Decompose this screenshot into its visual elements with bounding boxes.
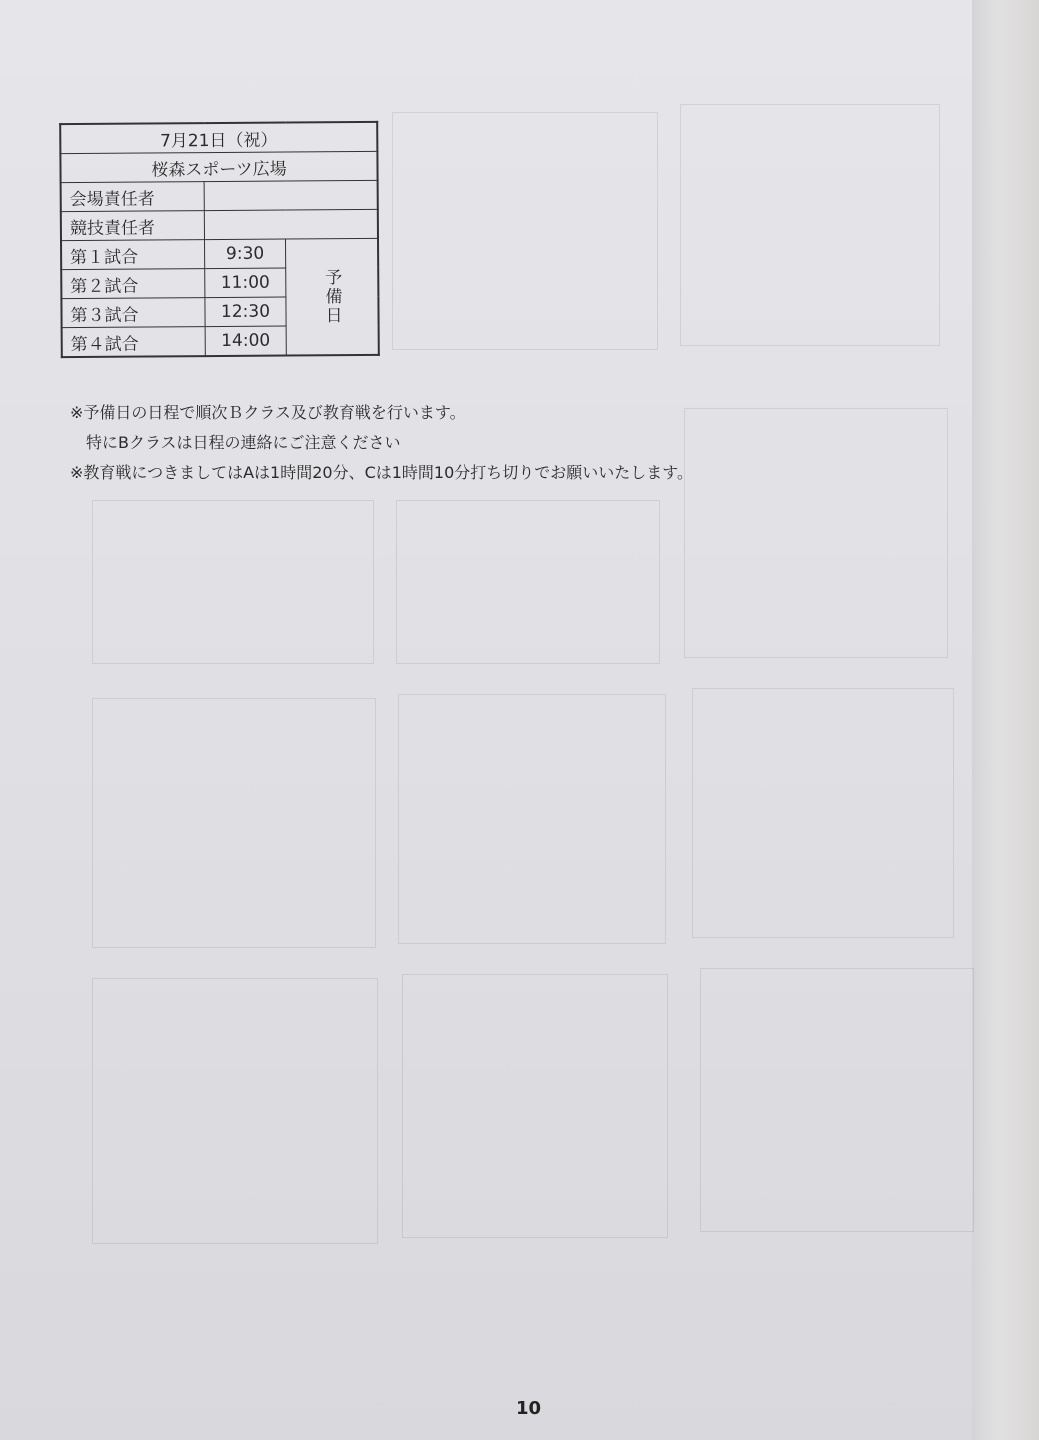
competition-manager-label: 競技責任者 [61, 211, 205, 241]
note-line: 特にBクラスは日程の連絡にご注意ください [86, 433, 401, 452]
note-line: ※教育戦につきましてはAは1時間20分、Cは1時間10分打ち切りでお願いいたします。 [70, 463, 694, 482]
match-time: 11:00 [205, 268, 286, 298]
showthrough-table [92, 978, 378, 1244]
match-label: 第３試合 [61, 298, 205, 328]
showthrough-table [398, 694, 666, 944]
page-number: 10 [516, 1398, 542, 1419]
match-time: 9:30 [205, 239, 286, 269]
showthrough-table [92, 698, 376, 948]
notes [70, 398, 693, 488]
match-label: 第２試合 [61, 269, 205, 299]
showthrough-table [392, 112, 658, 350]
match-time: 12:30 [205, 297, 286, 327]
match-label: 第１試合 [61, 240, 205, 270]
schedule-venue: 桜森スポーツ広場 [60, 151, 377, 182]
venue-manager-label: 会場責任者 [61, 182, 205, 212]
page-edge-shadow [972, 0, 1039, 1440]
showthrough-table [402, 974, 668, 1238]
match-time: 14:00 [205, 326, 286, 356]
competition-manager-value [204, 209, 378, 239]
note-line: ※予備日の日程で順次Ｂクラス及び教育戦を行います。 [70, 403, 466, 422]
showthrough-table [396, 500, 660, 664]
schedule-table [59, 121, 380, 358]
showthrough-table [684, 408, 948, 658]
showthrough-table [692, 688, 954, 938]
schedule-date: 7月21日（祝） [60, 122, 377, 154]
showthrough-table [700, 968, 974, 1232]
venue-manager-value [204, 180, 378, 210]
match-label: 第４試合 [62, 327, 206, 358]
showthrough-table [680, 104, 940, 346]
showthrough-table [92, 500, 374, 664]
spare-day-label: 予備日 [285, 238, 378, 355]
